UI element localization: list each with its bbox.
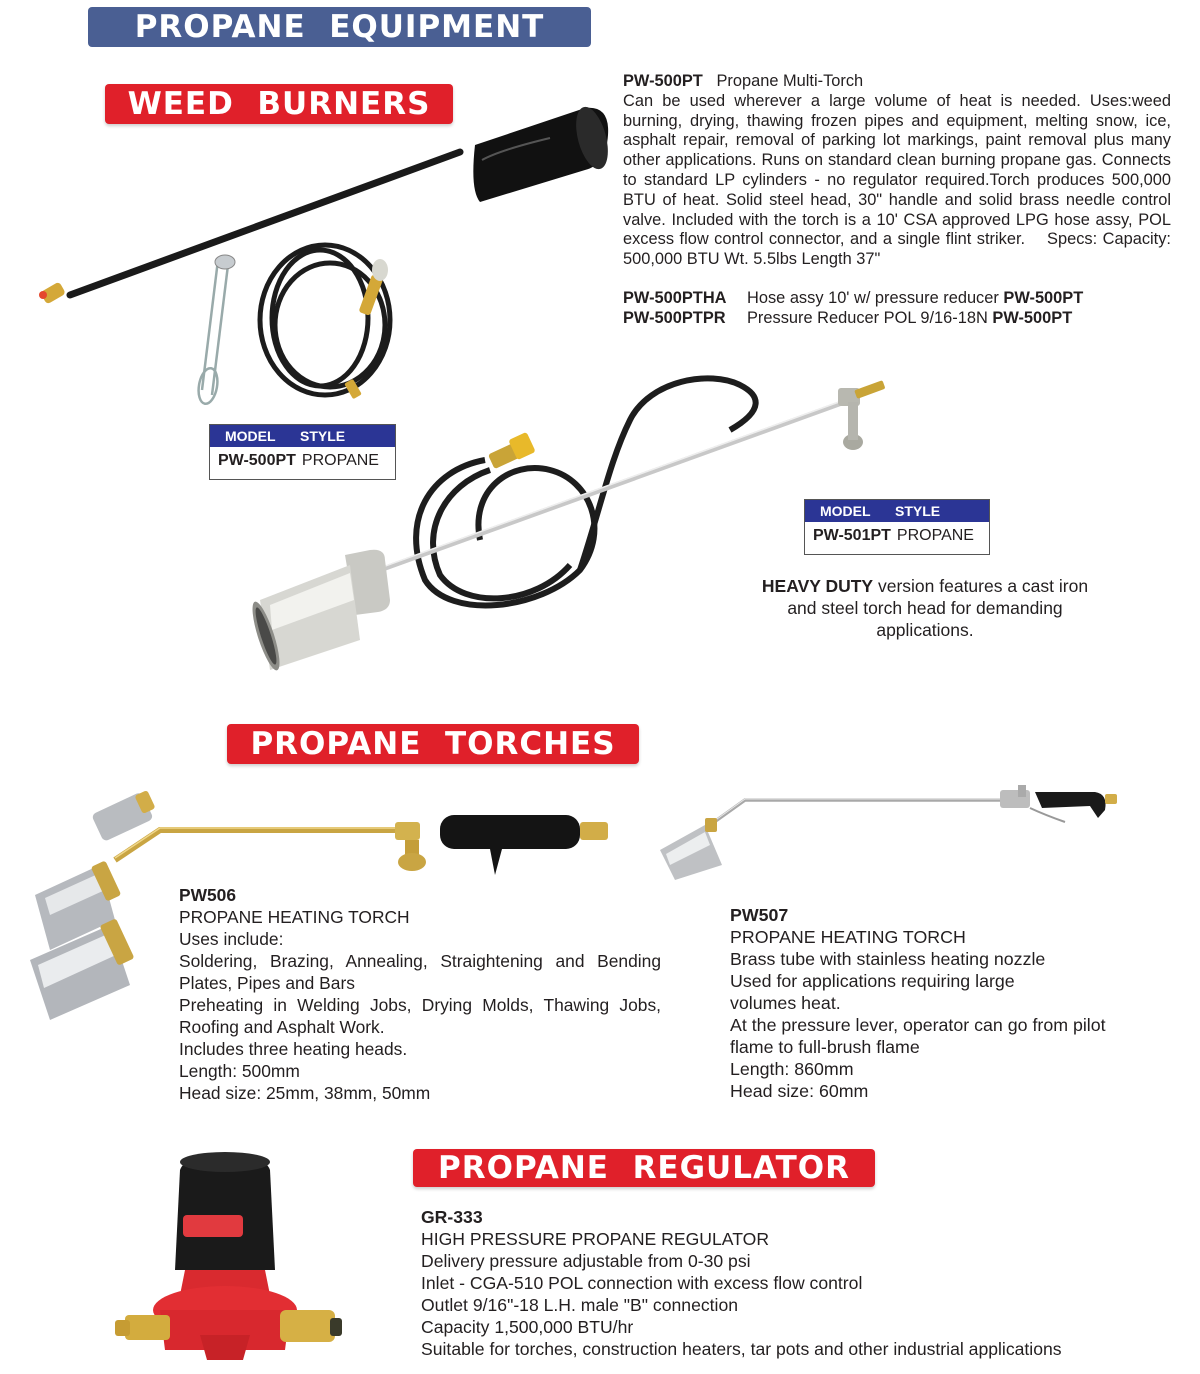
pw506-head-size: Head size: 25mm, 38mm, 50mm [179, 1083, 431, 1103]
pw507-description [730, 904, 1115, 1102]
accessory-text: Pressure Reducer POL 9/16-18N [747, 308, 988, 327]
pw506-uses-label: Uses include: [179, 929, 284, 949]
gr-333-line: Capacity 1,500,000 BTU/hr [421, 1317, 634, 1337]
accessory-model: PW-500PTPR [623, 308, 726, 327]
table-row [805, 522, 989, 549]
pw-500pt-name: Propane Multi-Torch [716, 72, 864, 90]
table-header [805, 500, 989, 522]
model-header: MODEL [225, 428, 276, 444]
pw-500pt-specs: Specs: Capacity: 500,000 BTU Wt. 5.5lbs Length 37" [623, 230, 1171, 269]
style-cell: PROPANE [896, 526, 974, 544]
propane-regulator-heading: PROPANE REGULATOR [438, 1150, 850, 1186]
gr-333-line: HIGH PRESSURE PROPANE REGULATOR [421, 1229, 770, 1249]
accessory-model: PW-500PTHA [623, 289, 727, 307]
accessory-row [623, 309, 1183, 329]
flint-striker [196, 260, 228, 405]
pw506-use-1: Soldering, Brazing, Annealing, Straightening and Bending Plates, Pipes and Bars [179, 951, 661, 993]
pw-500pt-description: Can be used wherever a large volume of heat is needed. Uses:weed burning, drying, thawing frozen pipes and equipment, melting snow, ice, asphalt repair, removal of parking lot markings, paint removal plus many other applications. Runs on standard clean burning propane gas. Connects to standard LP cylinders - no regulator required.Torch produces 500,000 BTU of heat. Solid steel head, 30" handle and solid brass needle control valve. Included with the torch is a 10' CSA approved LPG hose assy, POL excess flow control connector, and a single flint striker. [623, 91, 1171, 249]
pw506-heads: Includes three heating heads. [179, 1039, 408, 1059]
pw507-head-size: Head size: 60mm [730, 1081, 869, 1101]
gr-333-model: GR-333 [421, 1207, 483, 1227]
propane-torches-heading: PROPANE TORCHES [250, 726, 616, 762]
pw-501pt-model-table [804, 499, 990, 555]
style-header: STYLE [895, 503, 941, 519]
heavy-duty-label: HEAVY DUTY [761, 576, 874, 596]
style-cell: PROPANE [301, 451, 379, 469]
gr-333-line: Suitable for torches, construction heaters, tar pots and other industrial applications [421, 1339, 1062, 1359]
pw507-line-3: At the pressure lever, operator can go from pilot flame to full-brush flame [730, 1015, 1106, 1057]
gr-333-description [421, 1206, 1161, 1360]
pw507-title: PROPANE HEATING TORCH [730, 927, 966, 947]
model-cell: PW-501PT [813, 526, 891, 544]
pw506-title: PROPANE HEATING TORCH [179, 907, 410, 927]
regulator-image [115, 1150, 355, 1365]
pw507-model: PW507 [730, 905, 789, 925]
page-title-banner [88, 7, 591, 47]
accessory-text: Hose assy 10' w/ pressure reducer [747, 289, 999, 307]
gr-333-line: Inlet - CGA-510 POL connection with excess flow control [421, 1273, 863, 1293]
heavy-duty-description [748, 575, 1102, 641]
pw506-length: Length: 500mm [179, 1061, 300, 1081]
model-cell: PW-500PT [218, 451, 296, 469]
accessory-for-model: PW-500PT [992, 308, 1073, 327]
pw507-line-1: Brass tube with stainless heating nozzle [730, 949, 1046, 969]
heavy-duty-text: version features a cast iron and steel torch head for demanding applications. [787, 576, 1089, 640]
gr-333-line: Outlet 9/16"-18 L.H. male "B" connection [421, 1295, 739, 1315]
pw-500pt-description-block [623, 72, 1171, 270]
accessory-row [623, 289, 1183, 309]
pw507-line-2: Used for applications requiring large volumes heat. [730, 971, 1015, 1013]
propane-regulator-banner [413, 1149, 875, 1187]
propane-torches-banner [227, 724, 639, 764]
model-header: MODEL [820, 503, 871, 519]
pw507-torch-image [650, 770, 1130, 880]
weed-burners-heading: WEED BURNERS [127, 86, 431, 122]
style-header: STYLE [300, 428, 346, 444]
page-title: PROPANE EQUIPMENT [134, 9, 545, 45]
pw-500pt-accessories [623, 289, 1183, 329]
accessory-for-model: PW-500PT [1003, 289, 1084, 307]
pw-500pt-model: PW-500PT [623, 72, 703, 90]
pw507-length: Length: 860mm [730, 1059, 854, 1079]
pw506-use-2: Preheating in Welding Jobs, Drying Molds, Thawing Jobs, Roofing and Asphalt Work. [179, 995, 661, 1037]
gr-333-line: Delivery pressure adjustable from 0-30 psi [421, 1251, 751, 1271]
pw506-model: PW506 [179, 885, 237, 905]
pw506-description [179, 884, 661, 1104]
